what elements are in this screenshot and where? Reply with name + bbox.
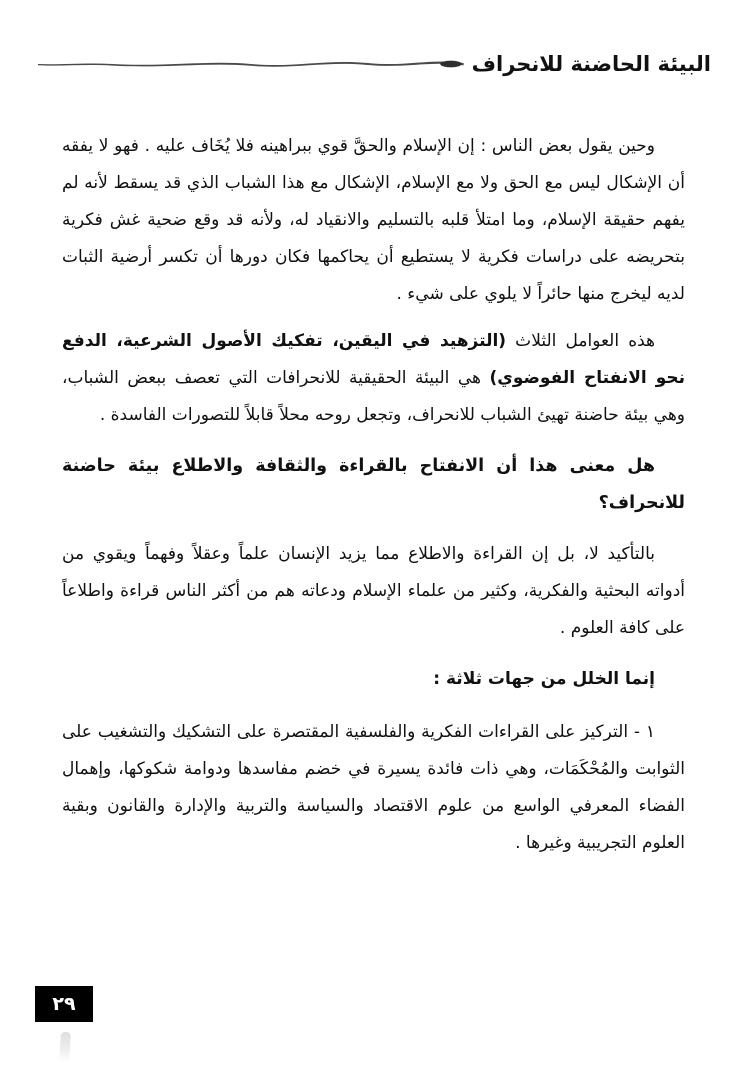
ink-smudge-decoration bbox=[59, 1032, 71, 1063]
chapter-title: البيئة الحاضنة للانحراف bbox=[471, 52, 711, 76]
numbered-item-1: ١ - التركيز على القراءات الفكرية والفلسفية المقتصرة على التشكيك والتشغيب على الثوابت والمُحْكَمَات، وهي ذات فائدة يسيرة في خضم مفاسدها ودوامة شكوكها، وإهمال الفضاء المعرفي الواسع من علوم الاقتصاد والسياسة والتربية والإدارة والقانون وبقية العلوم التجريبية وغيرها . bbox=[62, 722, 685, 853]
lead-in-line: إنما الخلل من جهات ثلاثة : bbox=[433, 669, 655, 689]
page-number-badge bbox=[35, 986, 93, 1022]
paragraph-1: وحين يقول بعض الناس : إن الإسلام والحقَّ قوي ببراهينه فلا يُخَاف عليه . فهو لا يفقه أن الإشكال ليس مع الحق ولا مع الإسلام، الإشكال مع هذا الشباب الذي قد يسقط لأنه لم يفهم حقيقة الإسلام، وما امتلأ قلبه بالتسليم والانقياد له، ولأنه قد وقع ضحية غش فكرية بتحريضه على دراسات فكرية لا يستطيع أن يحاكمها فكان دورها أن تكسر أرضية الثبات لديه ليخرج منها حائراً لا يلوي على شيء . bbox=[62, 136, 685, 304]
section-question-heading: هل معنى هذا أن الانفتاح بالقراءة والثقافة والاطلاع بيئة حاضنة للانحراف؟ bbox=[62, 456, 685, 513]
chapter-header bbox=[38, 52, 711, 76]
text-segment-bold: (التزهيد في اليقين، تفكيك الأصول الشرعية، الدفع نحو الانفتاح الفوضوي) bbox=[62, 331, 685, 388]
text-segment: هذه العوامل الثلاث bbox=[506, 331, 655, 351]
paragraph-3: بالتأكيد لا، بل إن القراءة والاطلاع مما يزيد الإنسان علماً وعقلاً وفهماً ويقوي من أدواته البحثية والفكرية، وكثير من علماء الإسلام ودعاته هم من أكثر الناس قراءة واطلاعاً على كافة العلوم . bbox=[62, 544, 685, 638]
paragraph-2 bbox=[62, 323, 685, 434]
decorative-flourish-icon bbox=[38, 56, 464, 72]
page-body bbox=[62, 128, 685, 872]
page-number: ٢٩ bbox=[52, 993, 76, 1015]
text-segment: هي البيئة الحقيقية للانحرافات التي تعصف ببعض الشباب، وهي بيئة حاضنة تهيئ الشباب للانحراف، وتجعل روحه محلاً قابلاً للتصورات الفاسدة . bbox=[62, 368, 685, 425]
